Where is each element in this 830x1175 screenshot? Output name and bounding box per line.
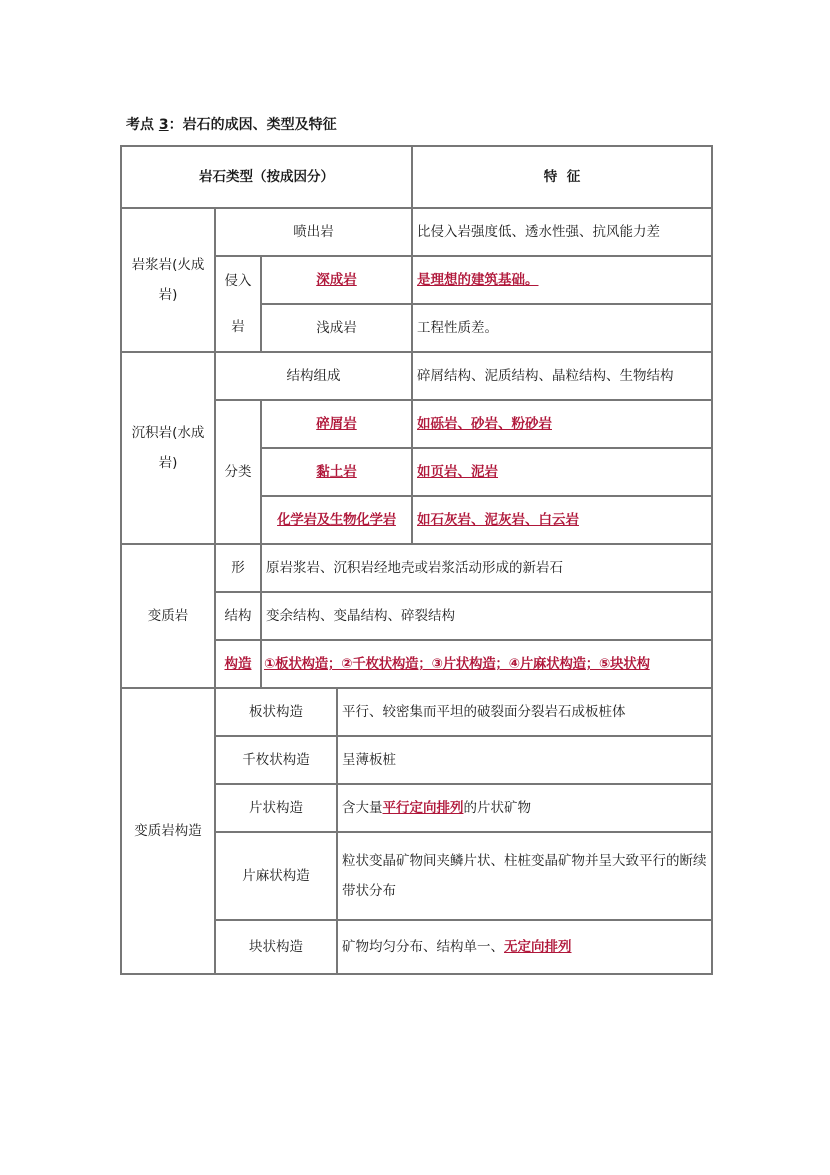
- table-row: [121, 208, 712, 256]
- sedimentary-classification-label: 分类: [215, 400, 261, 544]
- clastic-rock-name: 碎屑岩: [261, 400, 412, 448]
- table-row: [121, 544, 712, 592]
- sedimentary-rock-name: 沉积岩(水成岩): [121, 352, 215, 544]
- chemical-rock-feature: 如石灰岩、泥灰岩、白云岩: [412, 496, 712, 544]
- section-heading: [126, 114, 337, 134]
- rock-type-table: [120, 145, 713, 975]
- slaty-structure-name: 板状构造: [215, 688, 337, 736]
- clay-rock-name: 黏土岩: [261, 448, 412, 496]
- slaty-structure-feature: 平行、较密集而平坦的破裂面分裂岩石成板桩体: [337, 688, 712, 736]
- metamorphic-texture-label: 结构: [215, 592, 261, 640]
- massive-structure-feature: [337, 920, 712, 974]
- metamorphic-formation-text: 原岩浆岩、沉积岩经地壳或岩浆活动形成的新岩石: [261, 544, 712, 592]
- heading-text: ：岩石的成因、类型及特征: [168, 117, 337, 133]
- phyllitic-structure-name: 千枚状构造: [215, 736, 337, 784]
- massive-structure-name: 块状构造: [215, 920, 337, 974]
- schistose-feature-after: 的片状矿物: [463, 800, 531, 816]
- sedimentary-structure-name: 结构组成: [215, 352, 412, 400]
- heading-prefix: 考点: [126, 117, 154, 133]
- metamorphic-formation-label: 形: [215, 544, 261, 592]
- intrusive-rock-label: 侵入岩: [215, 256, 261, 352]
- phyllitic-structure-feature: 呈薄板桩: [337, 736, 712, 784]
- deep-rock-feature: 是理想的建筑基础。: [412, 256, 712, 304]
- extrusive-rock-feature: 比侵入岩强度低、透水性强、抗风能力差: [412, 208, 712, 256]
- metamorphic-texture-text: 变余结构、变晶结构、碎裂结构: [261, 592, 712, 640]
- extrusive-rock-name: 喷出岩: [215, 208, 412, 256]
- shallow-rock-name: 浅成岩: [261, 304, 412, 352]
- igneous-rock-name: 岩浆岩(火成岩): [121, 208, 215, 352]
- metamorphic-fabric-label: 构造: [215, 640, 261, 688]
- table-row: [121, 352, 712, 400]
- gneissic-structure-name: 片麻状构造: [215, 832, 337, 920]
- clay-rock-feature: 如页岩、泥岩: [412, 448, 712, 496]
- shallow-rock-feature: 工程性质差。: [412, 304, 712, 352]
- massive-feature-highlight: 无定向排列: [504, 939, 572, 955]
- table-row: [121, 688, 712, 736]
- clastic-rock-feature: 如砾岩、砂岩、粉砂岩: [412, 400, 712, 448]
- chemical-rock-name: 化学岩及生物化学岩: [261, 496, 412, 544]
- schistose-feature-highlight: 平行定向排列: [382, 800, 464, 816]
- metamorphic-rock-name: 变质岩: [121, 544, 215, 688]
- heading-number: 3: [158, 117, 169, 133]
- massive-feature-before: 矿物均匀分布、结构单一、: [342, 939, 504, 955]
- header-feature: 特 征: [412, 146, 712, 208]
- metamorphic-fabric-text: ①板状构造；②千枚状构造；③片状构造；④片麻状构造；⑤块状构: [261, 640, 712, 688]
- header-rock-type: 岩石类型（按成因分）: [121, 146, 412, 208]
- metamorphic-structures-name: 变质岩构造: [121, 688, 215, 974]
- schistose-structure-feature: [337, 784, 712, 832]
- sedimentary-structure-feature: 碎屑结构、泥质结构、晶粒结构、生物结构: [412, 352, 712, 400]
- schistose-feature-before: 含大量: [342, 800, 383, 816]
- deep-rock-name: 深成岩: [261, 256, 412, 304]
- table-header-row: [121, 146, 712, 208]
- schistose-structure-name: 片状构造: [215, 784, 337, 832]
- gneissic-structure-feature: 粒状变晶矿物间夹鳞片状、柱桩变晶矿物并呈大致平行的断续带状分布: [337, 832, 712, 920]
